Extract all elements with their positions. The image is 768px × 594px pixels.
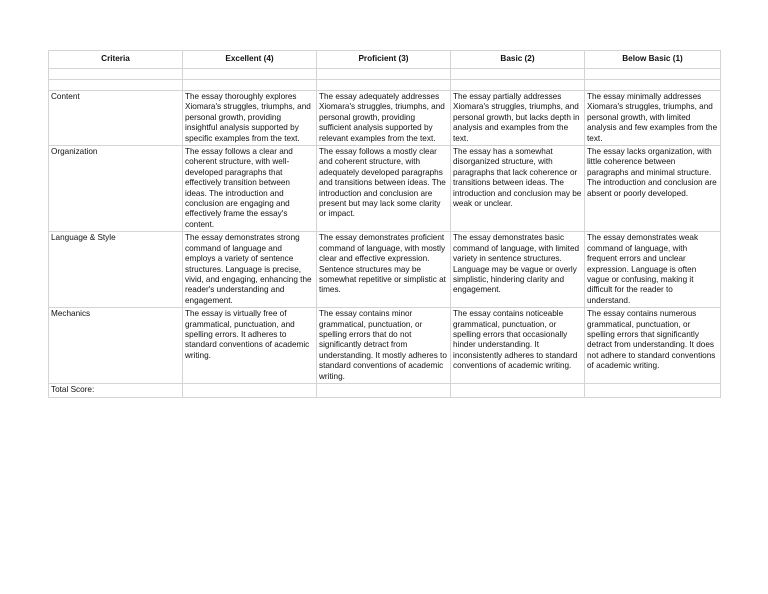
table-row-total [49, 384, 721, 398]
rubric-table [48, 50, 721, 398]
criterion-label: Content [49, 91, 183, 146]
total-score-cell [585, 384, 721, 398]
table-row-content [49, 91, 721, 146]
excellent-descriptor: The essay is virtually free of grammatical, punctuation, and spelling errors. It adheres to standard conventions of academic writing. [183, 308, 317, 384]
empty-cell [585, 80, 721, 91]
total-score-cell [183, 384, 317, 398]
empty-cell [451, 80, 585, 91]
basic-descriptor: The essay has a somewhat disorganized structure, with paragraphs that lack coherence or transitions between ideas. The introduction and conclusion may be weak or unclear. [451, 146, 585, 232]
total-score-cell [451, 384, 585, 398]
criterion-label: Organization [49, 146, 183, 232]
empty-cell [49, 69, 183, 80]
header-basic: Basic (2) [451, 51, 585, 69]
empty-row [49, 69, 721, 80]
total-score-cell [317, 384, 451, 398]
below-basic-descriptor: The essay contains numerous grammatical, punctuation, or spelling errors that significantly detract from understanding. It does not adhere to standard conventions of academic writing. [585, 308, 721, 384]
basic-descriptor: The essay partially addresses Xiomara's struggles, triumphs, and personal growth, but lacks depth in analysis and examples from the text. [451, 91, 585, 146]
rubric-page [48, 50, 720, 398]
empty-cell [317, 80, 451, 91]
empty-cell [49, 80, 183, 91]
header-proficient: Proficient (3) [317, 51, 451, 69]
empty-cell [183, 69, 317, 80]
proficient-descriptor: The essay demonstrates proficient command of language, with mostly clear and effective expression. Sentence structures may be somewhat repetitive or simplistic at times. [317, 232, 451, 308]
proficient-descriptor: The essay contains minor grammatical, punctuation, or spelling errors that do not significantly detract from understanding. It mostly adheres to standard conventions of academic writing. [317, 308, 451, 384]
below-basic-descriptor: The essay demonstrates weak command of language, with frequent errors and unclear expression. Language is often vague or confusing, making it difficult for the reader to understand. [585, 232, 721, 308]
header-criteria: Criteria [49, 51, 183, 69]
proficient-descriptor: The essay adequately addresses Xiomara's struggles, triumphs, and personal growth, providing sufficient analysis supported by relevant examples from the text. [317, 91, 451, 146]
table-row-organization [49, 146, 721, 232]
table-row-language-style [49, 232, 721, 308]
basic-descriptor: The essay demonstrates basic command of language, with limited variety in sentence structures. Language may be vague or overly simplistic, hindering clarity and engagement. [451, 232, 585, 308]
header-below-basic: Below Basic (1) [585, 51, 721, 69]
empty-cell [183, 80, 317, 91]
criterion-label: Language & Style [49, 232, 183, 308]
empty-cell [317, 69, 451, 80]
below-basic-descriptor: The essay lacks organization, with little coherence between paragraphs and minimal structure. The introduction and conclusion are absent or poorly developed. [585, 146, 721, 232]
excellent-descriptor: The essay demonstrates strong command of language and employs a variety of sentence structures. Language is precise, vivid, and engaging, enhancing the reader's understanding and engagement. [183, 232, 317, 308]
excellent-descriptor: The essay follows a clear and coherent structure, with well-developed paragraphs that effectively transition between ideas. The introduction and conclusion are engaging and effectively frame the essay's content. [183, 146, 317, 232]
empty-cell [451, 69, 585, 80]
criterion-label: Mechanics [49, 308, 183, 384]
total-score-label: Total Score: [49, 384, 183, 398]
basic-descriptor: The essay contains noticeable grammatical, punctuation, or spelling errors that occasionally hinder understanding. It inconsistently adheres to standard conventions of academic writing. [451, 308, 585, 384]
proficient-descriptor: The essay follows a mostly clear and coherent structure, with adequately developed paragraphs and transitions between ideas. The introduction and conclusion are present but may lack some clarity or impact. [317, 146, 451, 232]
empty-cell [585, 69, 721, 80]
header-row [49, 51, 721, 69]
table-row-mechanics [49, 308, 721, 384]
header-excellent: Excellent (4) [183, 51, 317, 69]
empty-row [49, 80, 721, 91]
excellent-descriptor: The essay thoroughly explores Xiomara's struggles, triumphs, and personal growth, providing insightful analysis supported by specific examples from the text. [183, 91, 317, 146]
below-basic-descriptor: The essay minimally addresses Xiomara's struggles, triumphs, and personal growth, with limited analysis and few examples from the text. [585, 91, 721, 146]
